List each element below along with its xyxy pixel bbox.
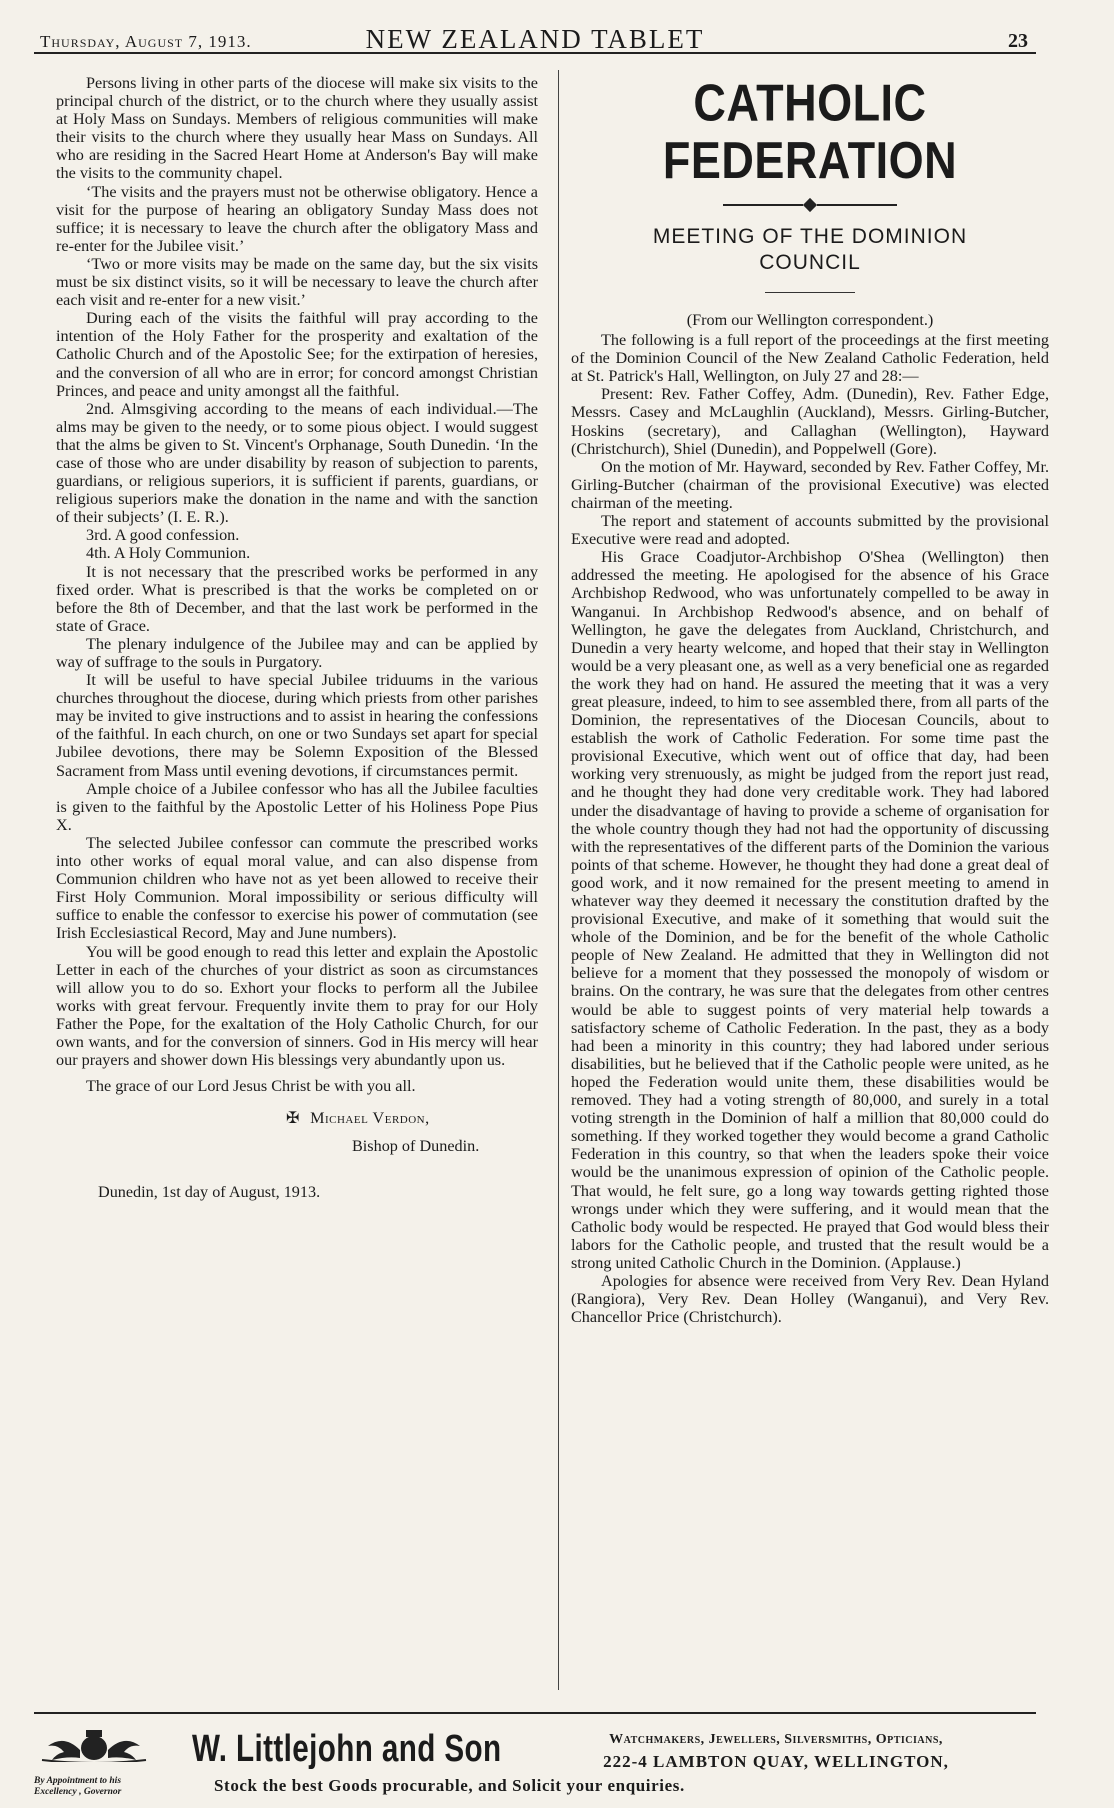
left-paragraph: The selected Jubilee confessor can commute the prescribed works into other works of equal moral value, and can also dispense from Communion children who have not as yet been allowed to receive their First Holy Communion. Moral impossibility or serious difficulty will suffice to enable the confessor to exercise his power of commutation (see Irish Ecclesiastical Record, May and June numbers).	[56, 833, 538, 943]
diamond-icon	[803, 198, 817, 212]
page-number: 23	[1008, 30, 1028, 52]
correspondent-byline: (From our Wellington correspondent.)	[686, 311, 934, 329]
closing-blessing: The grace of our Lord Jesus Christ be with you all.	[86, 1077, 416, 1096]
appointment-caption: By Appointment to his Excellency , Governor	[34, 1776, 122, 1797]
crest-icon	[34, 1728, 154, 1762]
left-column	[56, 74, 538, 1202]
federation-heading: CATHOLIC FEDERATION	[662, 73, 958, 190]
subheading-rule	[765, 292, 855, 293]
left-paragraph: 2nd. Almsgiving according to the means of each individual.—The alms may be given to the needy, or to some pious object. I would suggest that the alms be given to St. Vincent's Orphanage, South Dunedin. ‘In the case of those who are under disability by reason of subjection to parents, guardians, or religious superiors, it is sufficient if parents, guardians, or religious superiors make the donation in the name and with the sanction of their subjects’ (I. E. R.).	[56, 399, 538, 527]
subheading-line: COUNCIL	[759, 251, 861, 274]
right-column	[571, 74, 1049, 1326]
trades-line: Watchmakers, Jewellers, Silversmiths, Opticians,	[609, 1732, 943, 1747]
left-paragraph: Persons living in other parts of the diocese will make six visits to the principal church of the district, or to the church where they usually assist at Holy Mass on Sundays. Members of religious communities will make their visits to the church where they usually hear Mass on Sundays. All who are residing in the Sacred Heart Home at Anderson's Bay will make the visits to the community chapel.	[56, 74, 538, 183]
left-paragraph: You will be good enough to read this letter and explain the Apostolic Letter in each of the churches of your district as soon as circumstances will allow you to do so. Exhort your flocks to perform all the Jubilee works with great fervour. Frequently invite them to pray for our Holy Father the Pope, for the exaltation of the Holy Catholic Church, for our own wants, and for the conversion of sinners. God in His mercy will hear our prayers and shower down His blessings very abundantly upon us.	[56, 942, 538, 1070]
right-paragraph: The following is a full report of the proceedings at the first meeting of the Dominion Council of the New Zealand Catholic Federation, held at St. Patrick's Hall, Wellington, on July 27 and 28:—	[571, 331, 1049, 386]
subheading-line: MEETING OF THE DOMINION	[652, 225, 968, 248]
dateline: Dunedin, 1st day of August, 1913.	[98, 1183, 321, 1202]
signature-title: Bishop of Dunedin.	[352, 1137, 480, 1156]
ornament-line	[723, 204, 803, 206]
left-paragraph: It is not necessary that the prescribed works be performed in any fixed order. What is prescribed is that the works be completed on or before the 8th of December, and that the last work be performed in the state of Grace.	[56, 562, 538, 635]
newspaper-title: NEW ZEALAND TABLET	[365, 24, 705, 54]
left-paragraph: ‘The visits and the prayers must not be otherwise obligatory. Hence a visit for the purpose of hearing an obligatory Sunday Mass does not suffice; it is necessary to leave the church after the obligatory Mass and re-enter for the Jubilee visit.’	[56, 182, 538, 255]
right-paragraph: Present: Rev. Father Coffey, Adm. (Dunedin), Rev. Father Edge, Messrs. Casey and McLaughlin (Auckland), Messrs. Girling-Butcher, Hoskins (secretary), and Callaghan (Wellington), Hayward (Christchurch), Shiel (Dunedin), and Poppelwell (Gore).	[571, 385, 1049, 458]
ornament-line	[817, 204, 897, 206]
left-paragraph: Ample choice of a Jubilee confessor who has all the Jubilee faculties is given to the faithful by the Apostolic Letter of his Holiness Pope Pius X.	[56, 779, 538, 834]
right-paragraph: Apologies for absence were received from Very Rev. Dean Hyland (Rangiora), Very Rev. Dean Holley (Wanganui), and Very Rev. Chancellor Price (Christchurch).	[571, 1271, 1049, 1327]
firm-name: W. Littlejohn and Son	[192, 1728, 502, 1770]
column-divider	[558, 70, 559, 1690]
cross-icon: ✠	[286, 1109, 301, 1128]
masthead	[34, 22, 1036, 54]
left-paragraph: The plenary indulgence of the Jubilee may and can be applied by way of suffrage to the souls in Purgatory.	[56, 634, 538, 671]
advertisement-slogan: Stock the best Goods procurable, and Solicit your enquiries.	[214, 1776, 685, 1795]
right-paragraph: The report and statement of accounts submitted by the provisional Executive were read and adopted.	[571, 512, 1049, 549]
signature-name-text: Michael Verdon,	[310, 1109, 430, 1128]
heading-ornament	[571, 200, 1049, 210]
advertisement	[34, 1712, 1036, 1800]
left-paragraph: ‘Two or more visits may be made on the same day, but the six visits must be six distinct visits, so it will be necessary to leave the church after each visit and re-enter for a new visit.’	[56, 254, 538, 310]
signature-name	[286, 1109, 538, 1127]
right-paragraph: His Grace Coadjutor-Archbishop O'Shea (Wellington) then addressed the meeting. He apologised for the absence of his Grace Archbishop Redwood, who was unfortunately compelled to be away in Wanganui. In Archbishop Redwood's absence, and on behalf of Wellington, he gave the delegates from Auckland, Christchurch, and Dunedin a very hearty welcome, and hoped that their stay in Wellington would be a very pleasant one, as well as a very beneficial one as regarded the work they had on hand. He assured the meeting that it was a very great pleasure, indeed, to him to see assembled there, from all parts of the Dominion, the representatives of the Diocesan Councils, about to establish the work of Catholic Federation. For some time past the provisional Executive, which went out of office that day, had been working very strenuously, as might be judged from the report just read, and he thought they had done very creditable work. They had labored under the disadvantage of having to provide a scheme of organisation for the whole country though they had not had the opportunity of discussing with the representatives of the different parts of the Dominion the various points of that scheme. However, he thought they had done a great deal of good work, and it now remained for the present meeting to amend in whatever way they deemed it necessary the constitution drafted by the provisional Executive, and make of it something that would suit the whole of the Dominion, and be for the benefit of the whole Catholic people of New Zealand. He admitted that they in Wellington did not believe for a moment that they possessed the monopoly of wisdom or brains. On the contrary, he was sure that the delegates from other centres would be able to suggest points of very material help towards a satisfactory scheme of Catholic Federation. In the past, they as a body had been a minority in this country; they had labored under serious disabilities, but he believed that if the Catholic people were united, as he hoped the Federation would unite them, these disabilities would be removed. They had a voting strength of 80,000, and surely in a total voting strength in the Dominion of half a million that 80,000 could do something. If they worked together they would become a grand Catholic Federation in this country, so that when the leaders spoke their voice would be the unanimous expression of opinion of the Catholic people. That would, he felt sure, go a long way towards getting righted those wrongs under which they were suffering, and it would mean that the Catholic body would be respected. He prayed that God would bless their labors for the Catholic people, and trusted that the result would be a strong united Catholic Church in the Dominion. (Applause.)	[571, 548, 1049, 1272]
right-paragraph: On the motion of Mr. Hayward, seconded by Rev. Father Coffey, Mr. Girling-Butcher (chairman of the provisional Executive) was elected chairman of the meeting.	[571, 457, 1049, 512]
firm-address: 222-4 LAMBTON QUAY, WELLINGTON,	[603, 1752, 949, 1771]
issue-date: Thursday, August 7, 1913.	[40, 32, 252, 51]
left-paragraph: During each of the visits the faithful will pray according to the intention of the Holy Father for the prosperity and exaltation of the Catholic Church and of the Apostolic See; for the extirpation of heresies, and the conversion of all who are in error; for concord amongst Christian Princes, and peace and unity amongst all the faithful.	[56, 309, 538, 400]
left-paragraph: It will be useful to have special Jubilee triduums in the various churches throughout the diocese, during which priests from other parishes may be invited to give instructions and to assist in hearing the confessions of the faithful. In each church, on one or two Sundays set apart for special Jubilee devotions, there may be Solemn Exposition of the Blessed Sacrament from Mass until evening devotions, if circumstances permit.	[56, 671, 538, 780]
meeting-subheading	[571, 224, 1049, 276]
left-paragraph: 3rd. A good confession.	[86, 526, 240, 545]
left-paragraph: 4th. A Holy Communion.	[86, 544, 251, 563]
